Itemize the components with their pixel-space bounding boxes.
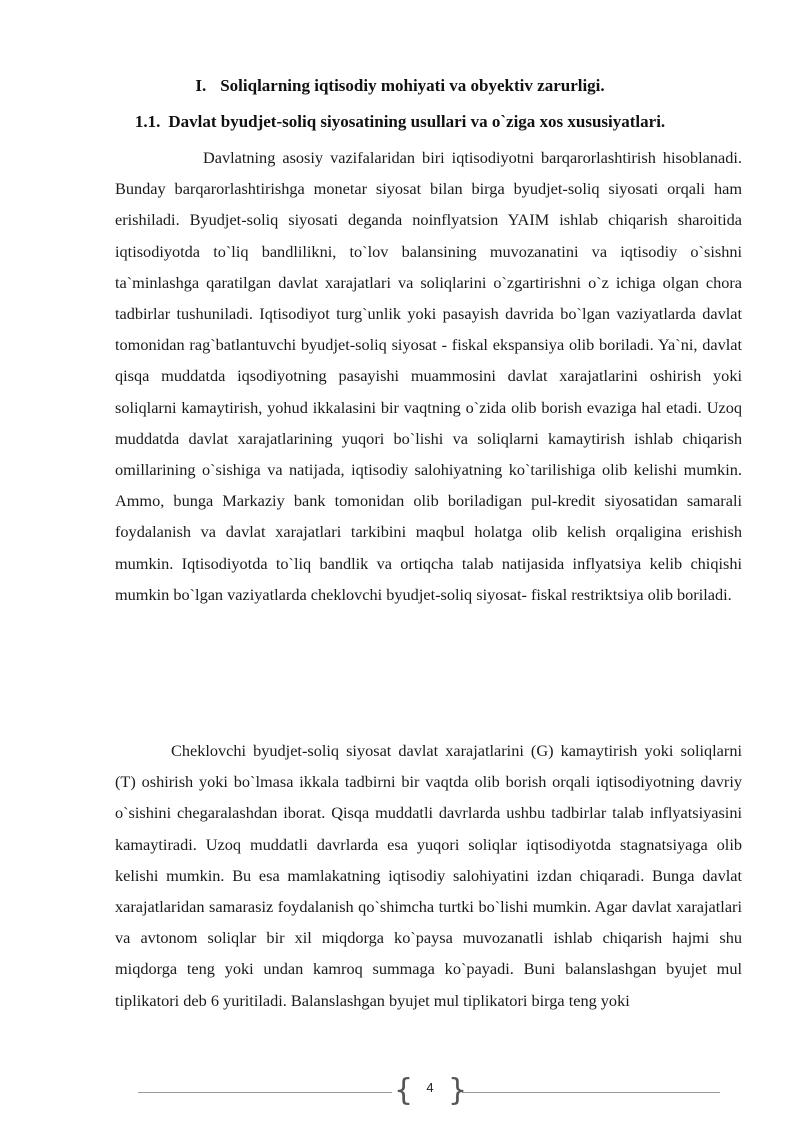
section-heading xyxy=(0,76,800,96)
footer-divider-right xyxy=(462,1092,720,1093)
right-brace-icon: } xyxy=(448,1073,468,1108)
subsection-number: 1.1. xyxy=(134,112,161,131)
body-paragraph-1: Davlatning asosiy vazifalaridan biri iqtisodiyotni barqarorlashtirish hisoblanadi. Bunday barqarorlashtirishga monetar siyosat bilan birga byudjet-soliq siyosati orqali ham erishiladi. Byudjet-soliq siyosati deganda noinflyatsion YAIM ishlab chiqarish sharoitida iqtisodiyotda to`liq bandlilikni, to`lov balansining muvozanatini va iqtisodiy o`sishni ta`minlashga qaratilgan davlat xarajatlari va soliqlarini o`zgartirishni o`z ichiga olgan chora tadbirlar tushuniladi. Iqtisodiyot turg`unlik yoki pasayish davrida bo`lgan vaziyatlarda davlat tomonidan rag`batlantuvchi byudjet-soliq siyosat - fiskal ekspansiya olib boriladi. Ya`ni, davlat qisqa muddatda iqsodiyotning pasayishi muammosini davlat xarajatlarini oshirish yoki soliqlarni kamaytirish, yohud ikkalasini bir vaqtning o`zida olib borish evaziga hal etadi. Uzoq muddatda davlat xarajatlarining yuqori bo`lishi va soliqlarni kamaytirish ishlab chiqarish omillarining o`sishiga va natijada, iqtisodiy salohiyatning ko`tarilishiga olib kelishi mumkin. Ammo, bunga Markaziy bank tomonidan olib boriladigan pul-kredit siyosatidan samarali foydalanish va davlat xarajatlari tarkibini maqbul holatga olib kelish orqaligina erishish mumkin. Iqtisodiyotda to`liq bandlik va ortiqcha talab natijasida inflyatsiya kelib chiqishi mumkin bo`lgan vaziyatlarda cheklovchi byudjet-soliq siyosat- fiskal restriktsiya olib boriladi. xyxy=(115,148,742,604)
subsection-title: Davlat byudjet-soliq siyosatining usullari va o`ziga xos xususiyatlari. xyxy=(168,112,666,131)
section-number: I. xyxy=(195,76,207,95)
section-title: Soliqlarning iqtisodiy mohiyati va obyektiv zarurligi. xyxy=(220,76,605,95)
body-paragraph-2: Cheklovchi byudjet-soliq siyosat davlat xarajatlarini (G) kamaytirish yoki soliqlarni (T) oshirish yoki bo`lmasa ikkala tadbirni bir vaqtda olib borish orqali iqtisodiyotning davriy o`sishini chegaralashdan iborat. Qisqa muddatli davrlarda ushbu tadbirlar talab inflyatsiyasini kamaytiradi. Uzoq muddatli davrlarda esa yuqori soliqlar iqtisodiyotda stagnatsiyaga olib kelishi mumkin. Bu esa mamlakatning iqtisodiy salohiyatini izdan chiqaradi. Bunga davlat xarajatlaridan samarasiz foydalanish qo`shimcha turtki bo`lishi mumkin. Agar davlat xarajatlari va avtonom soliqlar bir xil miqdorga ko`paysa muvozanatli ishlab chiqarish hajmi shu miqdorga teng yoki undan kamroq summaga ko`payadi. Buni balanslashgan byujet mul tiplikatori deb 6 yuritiladi. Balanslashgan byujet mul tiplikatori birga teng yoki xyxy=(115,741,742,1010)
left-brace-icon: { xyxy=(394,1073,414,1108)
subsection-heading xyxy=(0,112,800,132)
footer-divider-left xyxy=(138,1092,392,1093)
page-number: 4 xyxy=(426,1080,434,1095)
